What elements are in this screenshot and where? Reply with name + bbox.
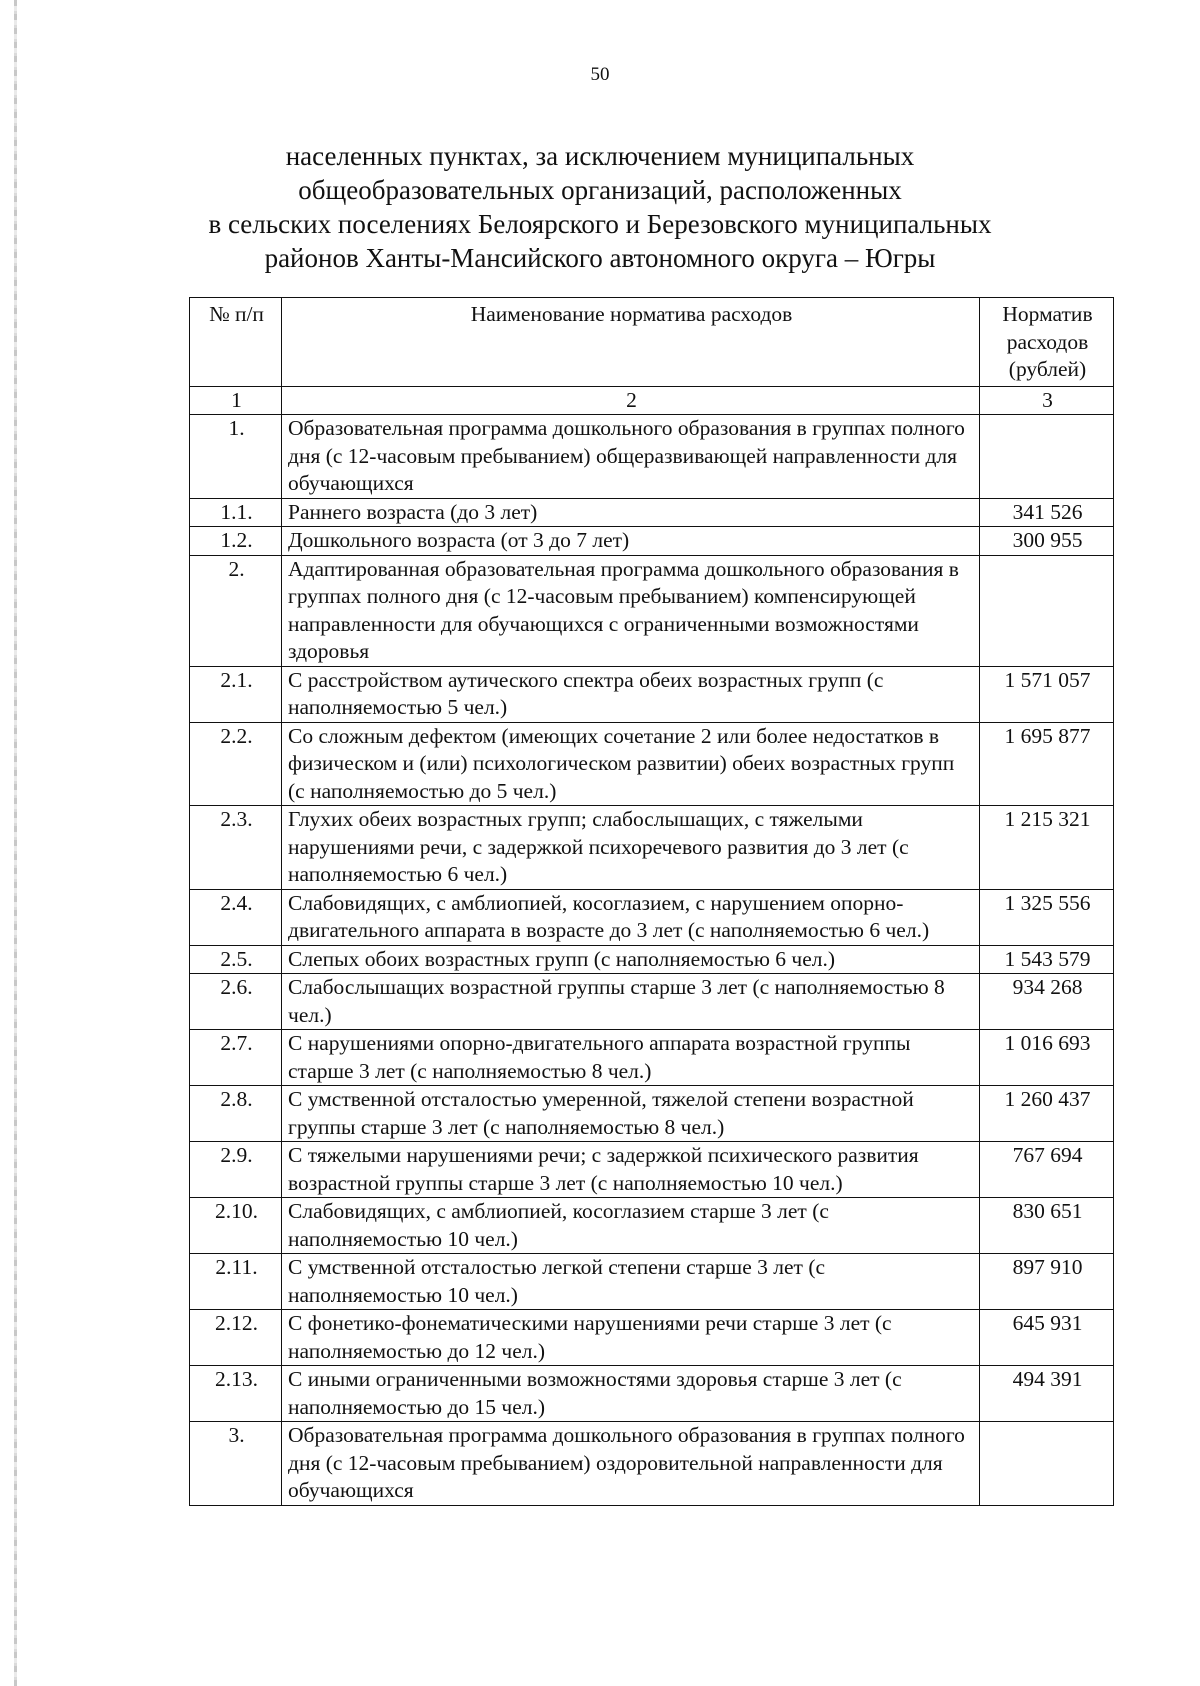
row-value: 1 325 556 — [980, 889, 1114, 945]
row-name: Образовательная программа дошкольного образования в группах полного дня (с 12-часовым пребыванием) общеразвивающей направленности для обучающихся — [282, 415, 980, 499]
table-row — [190, 889, 1114, 945]
row-value: 645 931 — [980, 1310, 1114, 1366]
row-name: Со сложным дефектом (имеющих сочетание 2 или более недостатков в физическом и (или) психологическом развитии) обеих возрастных групп (с наполняемостью до 5 чел.) — [282, 722, 980, 806]
row-number: 2.5. — [190, 945, 282, 974]
row-value: 341 526 — [980, 498, 1114, 527]
table-row — [190, 498, 1114, 527]
table-row — [190, 1086, 1114, 1142]
title-line: районов Ханты-Мансийского автономного округа – Югры — [264, 243, 936, 273]
row-number: 2.6. — [190, 974, 282, 1030]
row-number: 2.7. — [190, 1030, 282, 1086]
row-value: 1 571 057 — [980, 666, 1114, 722]
row-name: Образовательная программа дошкольного образования в группах полного дня (с 12-часовым пребыванием) оздоровительной направленности для обучающихся — [282, 1422, 980, 1506]
row-value — [980, 1422, 1114, 1506]
header-value: Норматив расходов (рублей) — [980, 298, 1114, 387]
expense-norms-table — [189, 297, 1114, 1506]
table-row — [190, 415, 1114, 499]
document-title — [150, 139, 1050, 275]
row-number: 2.12. — [190, 1310, 282, 1366]
row-value: 1 260 437 — [980, 1086, 1114, 1142]
row-name: С умственной отсталостью умеренной, тяжелой степени возрастной группы старше 3 лет (с наполняемостью 8 чел.) — [282, 1086, 980, 1142]
table-row — [190, 1366, 1114, 1422]
table-row — [190, 527, 1114, 556]
row-value: 767 694 — [980, 1142, 1114, 1198]
row-name: Слепых обоих возрастных групп (с наполняемостью 6 чел.) — [282, 945, 980, 974]
page-number: 50 — [590, 64, 610, 85]
row-value: 1 543 579 — [980, 945, 1114, 974]
row-number: 2. — [190, 555, 282, 666]
row-value: 1 695 877 — [980, 722, 1114, 806]
column-number: 1 — [190, 386, 282, 415]
table-row — [190, 722, 1114, 806]
table-row — [190, 806, 1114, 890]
row-value — [980, 415, 1114, 499]
row-value: 897 910 — [980, 1254, 1114, 1310]
table-row — [190, 1142, 1114, 1198]
row-number: 2.9. — [190, 1142, 282, 1198]
row-number: 1.1. — [190, 498, 282, 527]
row-number: 2.8. — [190, 1086, 282, 1142]
column-number: 3 — [980, 386, 1114, 415]
row-value: 300 955 — [980, 527, 1114, 556]
table-row — [190, 1030, 1114, 1086]
row-name: Раннего возраста (до 3 лет) — [282, 498, 980, 527]
row-name: С фонетико-фонематическими нарушениями речи старше 3 лет (с наполняемостью до 12 чел.) — [282, 1310, 980, 1366]
row-value: 830 651 — [980, 1198, 1114, 1254]
row-number: 1. — [190, 415, 282, 499]
row-value: 494 391 — [980, 1366, 1114, 1422]
table-row — [190, 1254, 1114, 1310]
row-name: Дошкольного возраста (от 3 до 7 лет) — [282, 527, 980, 556]
row-name: С иными ограниченными возможностями здоровья старше 3 лет (с наполняемостью до 15 чел.) — [282, 1366, 980, 1422]
row-value: 1 215 321 — [980, 806, 1114, 890]
row-name: С нарушениями опорно-двигательного аппарата возрастной группы старше 3 лет (с наполняемостью 8 чел.) — [282, 1030, 980, 1086]
table-header-row — [190, 298, 1114, 387]
row-name: Глухих обеих возрастных групп; слабослышащих, с тяжелыми нарушениями речи, с задержкой психоречевого развития до 3 лет (с наполняемостью 6 чел.) — [282, 806, 980, 890]
row-number: 2.4. — [190, 889, 282, 945]
column-number: 2 — [282, 386, 980, 415]
row-number: 2.2. — [190, 722, 282, 806]
title-line: в сельских поселениях Белоярского и Березовского муниципальных — [208, 209, 992, 239]
table-row — [190, 1422, 1114, 1506]
row-number: 2.11. — [190, 1254, 282, 1310]
row-name: Слабовидящих, с амблиопией, косоглазием старше 3 лет (с наполняемостью 10 чел.) — [282, 1198, 980, 1254]
row-number: 2.10. — [190, 1198, 282, 1254]
row-number: 1.2. — [190, 527, 282, 556]
table-row — [190, 1310, 1114, 1366]
row-value: 1 016 693 — [980, 1030, 1114, 1086]
header-name: Наименование норматива расходов — [282, 298, 980, 387]
row-name: С умственной отсталостью легкой степени старше 3 лет (с наполняемостью 10 чел.) — [282, 1254, 980, 1310]
row-name: Адаптированная образовательная программа дошкольного образования в группах полного дня (с 12-часовым пребыванием) компенсирующей направленности для обучающихся с ограниченными возможностями здоровья — [282, 555, 980, 666]
table-body — [190, 415, 1114, 1506]
row-number: 2.3. — [190, 806, 282, 890]
row-number: 3. — [190, 1422, 282, 1506]
title-line: населенных пунктах, за исключением муниципальных — [285, 141, 915, 171]
row-value — [980, 555, 1114, 666]
row-value: 934 268 — [980, 974, 1114, 1030]
row-number: 2.1. — [190, 666, 282, 722]
header-number: № п/п — [190, 298, 282, 387]
title-line: общеобразовательных организаций, расположенных — [298, 175, 902, 205]
row-name: Слабослышащих возрастной группы старше 3 лет (с наполняемостью 8 чел.) — [282, 974, 980, 1030]
table-row — [190, 1198, 1114, 1254]
row-name: С тяжелыми нарушениями речи; с задержкой психического развития возрастной группы старше 3 лет (с наполняемостью 10 чел.) — [282, 1142, 980, 1198]
row-name: Слабовидящих, с амблиопией, косоглазием, с нарушением опорно-двигательного аппарата в возрасте до 3 лет (с наполняемостью 6 чел.) — [282, 889, 980, 945]
table-row — [190, 555, 1114, 666]
row-number: 2.13. — [190, 1366, 282, 1422]
scan-edge-artifact — [14, 0, 17, 1686]
row-name: С расстройством аутического спектра обеих возрастных групп (с наполняемостью 5 чел.) — [282, 666, 980, 722]
table-row — [190, 666, 1114, 722]
table-row — [190, 945, 1114, 974]
table-row — [190, 974, 1114, 1030]
column-numbers-row — [190, 386, 1114, 415]
